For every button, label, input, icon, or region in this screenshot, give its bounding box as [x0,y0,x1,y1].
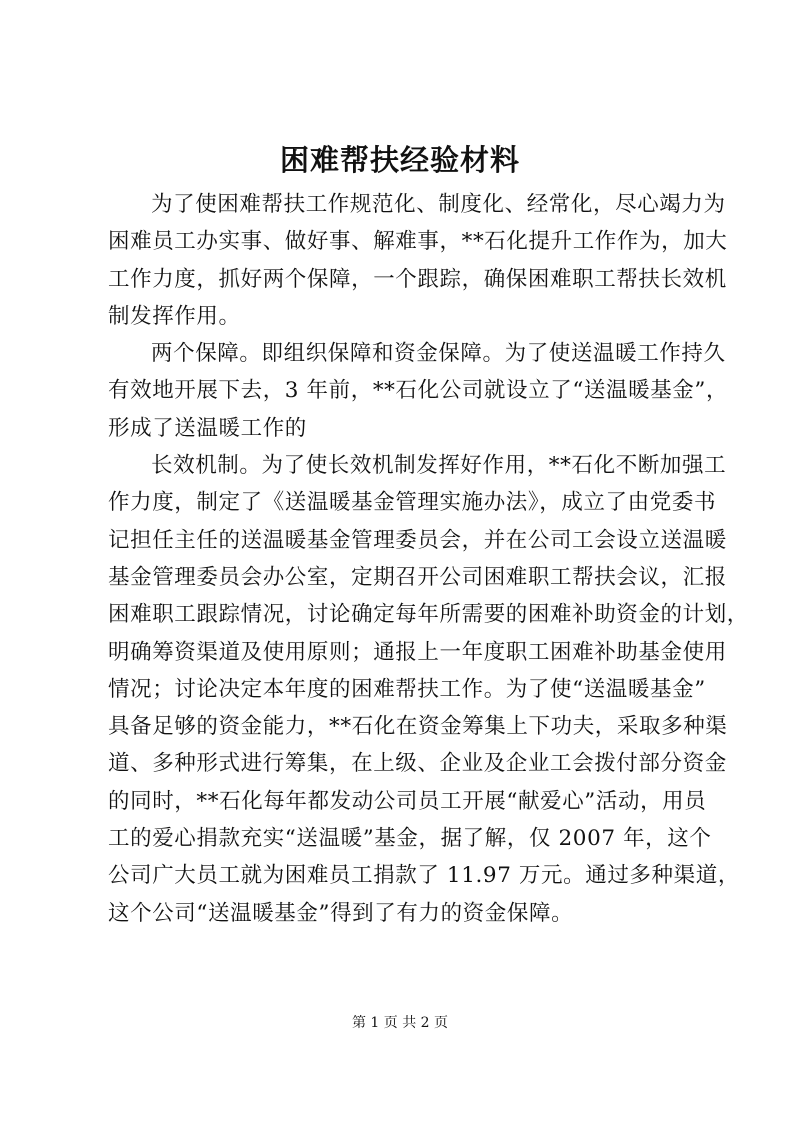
text-line: 情况；讨论决定本年度的困难帮扶工作。为了使“送温暖基金” [108,676,706,702]
text-line: 困难员工办实事、做好事、解难事，**石化提升工作作为，加大 [108,229,728,255]
text-line: 为了使困难帮扶工作规范化、制度化、经常化，尽心竭力为 [151,192,726,217]
document-body [108,186,749,932]
text-line: 基金管理委员会办公室，定期召开公司困难职工帮扶会议，汇报 [108,564,727,590]
text-line: 形成了送温暖工作的 [108,415,307,441]
document-title: 困难帮扶经验材料 [279,143,520,177]
text-line: 制发挥作用。 [108,303,241,329]
text-line: 的同时，**石化每年都发动公司员工开展“献爱心”活动，用员 [108,788,707,814]
page-footer: 第 1 页 共 2 页 [351,1015,449,1031]
text-line: 道、多种形式进行筹集，在上级、企业及企业工会拨付部分资金 [108,751,727,777]
text-line: 两个保障。即组织保障和资金保障。为了使送温暖工作持久 [151,341,726,367]
text-line: 具备足够的资金能力，**石化在资金筹集上下功夫，采取多种渠 [108,714,728,740]
text-line: 明确筹资渠道及使用原则；通报上一年度职工困难补助基金使用 [108,639,727,665]
text-line: 困难职工跟踪情况，讨论确定每年所需要的困难补助资金的计划， [108,602,749,628]
text-line: 作力度，制定了《送温暖基金管理实施办法》，成立了由党委书 [108,490,717,516]
text-line: 记担任主任的送温暖基金管理委员会，并在公司工会设立送温暖 [108,527,727,553]
text-line: 公司广大员工就为困难员工捐款了 11.97 万元。通过多种渠道， [108,863,740,889]
text-line: 工的爱心捐款充实“送温暖”基金，据了解，仅 2007 年，这个 [108,826,712,852]
text-line: 工作力度，抓好两个保障，一个跟踪，确保困难职工帮扶长效机 [108,266,727,292]
text-line: 这个公司“送温暖基金”得到了有力的资金保障。 [108,900,574,926]
text-line: 有效地开展下去，3 年前，**石化公司就设立了“送温暖基金”， [108,378,729,404]
text-line: 长效机制。为了使长效机制发挥好作用，**石化不断加强工 [151,453,727,479]
